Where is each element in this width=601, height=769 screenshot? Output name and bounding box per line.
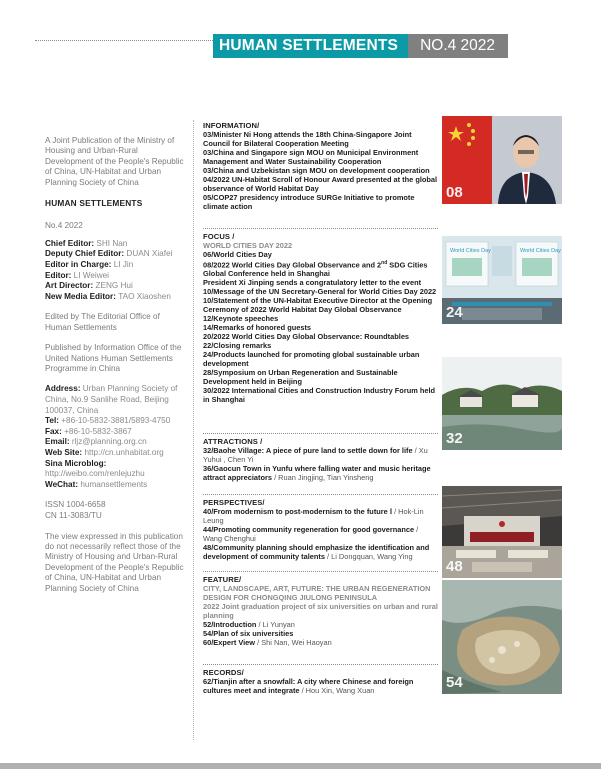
contact-key: Sina Microblog: bbox=[45, 458, 107, 468]
contact-key: WeChat: bbox=[45, 479, 81, 489]
toc-item[interactable]: 10/Statement of the UN-Habitat Executive Director at the Opening Ceremony of 2022 World Habitat Day Global Observance bbox=[203, 296, 433, 315]
toc-item[interactable]: 14/Remarks of honored guests bbox=[203, 323, 312, 333]
photo-baohe-village[interactable] bbox=[442, 357, 562, 450]
page-number-badge: 32 bbox=[446, 430, 463, 447]
photo-official-with-flag[interactable] bbox=[442, 116, 562, 204]
toc-item[interactable]: 12/Keynote speeches bbox=[203, 314, 279, 324]
disclaimer: The view expressed in this publication do not necessarily reflect those of the Ministry of Housing and Urban-Rural Development of the People's Republic of China, UN-Habitat and Urban Planning Society of China bbox=[45, 531, 184, 593]
edited-by: Edited by The Editorial Office of Human Settlements bbox=[45, 312, 160, 332]
section-heading: RECORDS/ bbox=[203, 668, 244, 677]
section-divider bbox=[203, 664, 438, 665]
magazine-title: HUMAN SETTLEMENTS bbox=[213, 34, 408, 58]
toc-author: / Xu Yuhui , Chen Yi bbox=[203, 446, 428, 464]
masthead-title: HUMAN SETTLEMENTS bbox=[45, 198, 143, 209]
toc-author: / Hok-Lin Leung bbox=[203, 507, 424, 525]
toc-author: / Shi Nan, Wei Haoyan bbox=[255, 638, 332, 647]
toc-item-text: 32/Baohe Village: A piece of pure land to settle down for life bbox=[203, 446, 413, 455]
contact-key: Email: bbox=[45, 437, 72, 447]
staff-key: Deputy Chief Editor: bbox=[45, 249, 127, 259]
contact-row bbox=[45, 437, 185, 448]
section-heading: FOCUS / bbox=[203, 232, 235, 241]
toc-item-text: 54/Plan of six universities bbox=[203, 629, 294, 638]
toc-item[interactable] bbox=[203, 638, 438, 647]
page-number-badge: 48 bbox=[446, 558, 463, 575]
toc-item-text: 36/Gaocun Town in Yunfu where falling water and music heritage attract appreciators bbox=[203, 464, 431, 482]
section-divider bbox=[203, 571, 438, 572]
toc-item[interactable] bbox=[203, 543, 438, 561]
toc-records bbox=[203, 668, 438, 695]
contact-row bbox=[45, 448, 185, 459]
staff-value: LI Weiwei bbox=[73, 270, 109, 280]
staff-row bbox=[45, 249, 185, 260]
issue-label: NO.4 2022 bbox=[408, 34, 508, 58]
weibo-link[interactable]: http://weibo.com/renlejuzhu bbox=[45, 469, 145, 479]
contact-value: humansettlements bbox=[80, 479, 148, 489]
toc-item[interactable]: 04/2022 UN-Habitat Scroll of Honour Award presented at the global observance of World Habitat Day bbox=[203, 175, 438, 193]
section-heading: INFORMATION/ bbox=[203, 121, 260, 130]
bottom-bar bbox=[0, 763, 601, 769]
staff-list bbox=[45, 239, 185, 303]
toc-item[interactable]: President Xi Jinping sends a congratulatory letter to the event bbox=[203, 278, 422, 288]
contact-row bbox=[45, 427, 185, 438]
staff-key: Chief Editor: bbox=[45, 238, 97, 248]
toc-author: / Hou Xin, Wang Xuan bbox=[299, 686, 375, 695]
page-number-badge: 08 bbox=[446, 184, 463, 201]
section-subtitle-2: 2022 Joint graduation project of six universities on urban and rural planning bbox=[203, 602, 438, 620]
toc-item-text: 62/Tianjin after a snowfall: A city where Chinese and foreign cultures meet and integrate bbox=[203, 677, 414, 695]
contact-row bbox=[45, 480, 185, 491]
toc-item[interactable]: 24/Products launched for promoting global sustainable urban development bbox=[203, 350, 420, 369]
toc-item[interactable]: 03/Minister Ni Hong attends the 18th China-Singapore Joint Council for Bilateral Cooperation Meeting bbox=[203, 130, 412, 148]
staff-row bbox=[45, 292, 185, 303]
section-divider bbox=[203, 228, 438, 229]
contact-key: Fax: bbox=[45, 426, 65, 436]
toc-item[interactable]: 28/Symposium on Urban Regeneration and Sustainable Development held in Beijing bbox=[203, 368, 398, 387]
toc-item[interactable] bbox=[203, 525, 438, 543]
toc-author: / Ruan Jingjing, Tian Yinsheng bbox=[272, 473, 374, 482]
toc-author: / Li Yunyan bbox=[256, 620, 295, 629]
contact-row bbox=[45, 416, 185, 427]
staff-value: TAO Xiaoshen bbox=[118, 291, 171, 301]
masthead-column bbox=[45, 136, 185, 604]
staff-row bbox=[45, 281, 185, 292]
staff-key: Art Director: bbox=[45, 281, 96, 291]
staff-row bbox=[45, 260, 185, 271]
toc-item[interactable] bbox=[203, 629, 438, 638]
contact-row bbox=[45, 459, 185, 480]
toc-attractions bbox=[203, 437, 438, 482]
contact-value: Urban Planning Society of China, No.9 Sanlihe Road, Beijing 100037, China bbox=[45, 384, 178, 415]
toc-item[interactable] bbox=[203, 677, 438, 695]
toc-item[interactable]: 22/Closing remarks bbox=[203, 341, 272, 351]
toc-item[interactable] bbox=[203, 507, 438, 525]
section-heading: FEATURE/ bbox=[203, 575, 242, 584]
photo-world-cities-day[interactable] bbox=[442, 236, 562, 324]
staff-value: ZENG Hui bbox=[95, 281, 133, 291]
header-banner bbox=[213, 34, 508, 58]
section-divider bbox=[203, 433, 438, 434]
section-subtitle: CITY, LANDSCAPE, ART, FUTURE: THE URBAN REGENERATION DESIGN FOR CHONGQING JIULONG PENINSULA bbox=[203, 584, 431, 602]
contact-list bbox=[45, 384, 185, 490]
staff-value: SHI Nan bbox=[96, 238, 128, 248]
superscript: nd bbox=[381, 260, 388, 266]
staff-row bbox=[45, 271, 185, 282]
issn: ISSN 1004-6658 bbox=[45, 500, 106, 510]
toc-item[interactable]: Global Conference held in Shanghai bbox=[203, 269, 330, 279]
toc-item-text: 40/From modernism to post-modernism to the future Ⅰ bbox=[203, 507, 393, 516]
toc-information bbox=[203, 121, 438, 211]
section-heading: ATTRACTIONS / bbox=[203, 437, 263, 446]
publication-intro: A Joint Publication of the Ministry of Housing and Urban-Rural Development of the People's Republic of China, UN-Habitat and Urban Planning Society of China bbox=[45, 136, 184, 187]
toc-item-text: 52/Introduction bbox=[203, 620, 257, 629]
staff-key: Editor: bbox=[45, 270, 74, 280]
toc-item[interactable]: 03/China and Singapore sign MOU on Municipal Environment Management and Water Sustainability Cooperation bbox=[203, 148, 419, 166]
staff-row bbox=[45, 239, 185, 250]
contact-key: Tel: bbox=[45, 416, 62, 426]
contact-row bbox=[45, 384, 185, 416]
published-by: Published by Information Office of the United Nations Human Settlements Programme in China bbox=[45, 343, 182, 374]
toc-author: / Wang Chenghui bbox=[203, 525, 419, 543]
email-link[interactable]: rljz@planning.org.cn bbox=[71, 437, 147, 447]
issue-number: No.4 2022 bbox=[45, 221, 83, 231]
toc-item[interactable] bbox=[203, 620, 438, 629]
section-divider bbox=[203, 494, 438, 495]
toc-item-text: 60/Expert View bbox=[203, 638, 256, 647]
toc-item[interactable]: 20/2022 World Cities Day Global Observance: Roundtables bbox=[203, 332, 410, 342]
toc-item-text: SDG Cities bbox=[387, 260, 428, 270]
toc-focus bbox=[203, 232, 438, 404]
staff-key: New Media Editor: bbox=[45, 291, 119, 301]
website-link[interactable]: http://cn.unhabitat.org bbox=[84, 448, 164, 457]
section-heading: PERSPECTIVES/ bbox=[203, 498, 265, 507]
toc-item[interactable]: 10/Message of the UN Secretary-General for World Cities Day 2022 bbox=[203, 287, 437, 297]
toc-item[interactable]: 30/2022 International Cities and Construction Industry Forum held in Shanghai bbox=[203, 386, 436, 405]
toc-item-text: 44/Promoting community regeneration for good governance bbox=[203, 525, 415, 534]
staff-value: DUAN Xiafei bbox=[126, 249, 173, 259]
page-number-badge: 24 bbox=[446, 304, 463, 321]
toc-item[interactable] bbox=[203, 259, 438, 269]
toc-perspectives bbox=[203, 498, 438, 561]
section-subtitle: WORLD CITIES DAY 2022 bbox=[203, 241, 293, 250]
toc-author: / Li Dongquan, Wang Ying bbox=[324, 552, 413, 561]
banner-text: World Cities Day bbox=[450, 248, 491, 254]
banner-text: World Cities Day bbox=[520, 248, 561, 254]
photo-jiulong-peninsula[interactable] bbox=[442, 580, 562, 694]
toc-item[interactable] bbox=[203, 464, 438, 482]
staff-key: Editor in Charge: bbox=[45, 260, 114, 270]
page-number-badge: 54 bbox=[446, 674, 463, 691]
top-dotted-rule bbox=[35, 40, 213, 41]
column-divider bbox=[193, 120, 194, 740]
contact-value: +86-10-5832-3867 bbox=[64, 426, 132, 436]
toc-feature bbox=[203, 575, 438, 647]
contact-key: Web Site: bbox=[45, 448, 85, 457]
contact-key: Address: bbox=[45, 384, 83, 394]
staff-value: LI Jin bbox=[113, 260, 134, 270]
toc-item-text: 48/Community planning should emphasize the identification and development of community talents bbox=[203, 543, 430, 561]
toc-item[interactable]: 06/World Cities Day bbox=[203, 250, 272, 259]
toc-item[interactable] bbox=[203, 446, 438, 464]
cn-number: CN 11-3083/TU bbox=[45, 510, 102, 520]
contact-value: +86-10-5832-3881/5893-4750 bbox=[61, 416, 171, 426]
toc-item[interactable]: 03/China and Uzbekistan sign MOU on development cooperation bbox=[203, 166, 430, 175]
photo-community-interior[interactable] bbox=[442, 486, 562, 578]
toc-item-text: 08/2022 World Cities Day Global Observance and 2 bbox=[203, 260, 382, 270]
toc-item[interactable]: 05/COP27 presidency introduce SURGe Initiative to promote climate action bbox=[203, 193, 415, 211]
